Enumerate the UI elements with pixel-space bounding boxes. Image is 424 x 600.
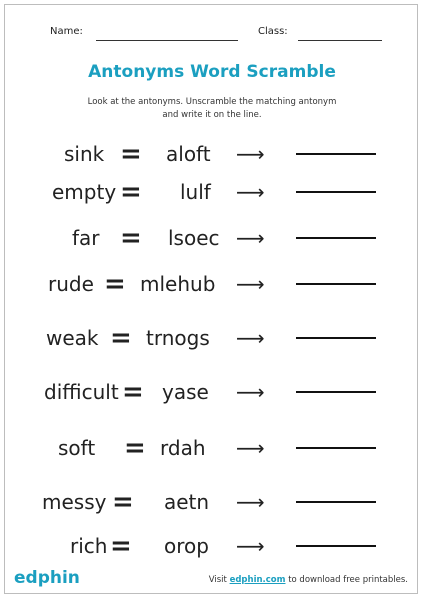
class-label: Class: xyxy=(258,26,288,37)
instructions xyxy=(40,96,384,122)
scrambled-word: mlehub xyxy=(140,272,216,296)
antonym-word: empty xyxy=(52,180,117,204)
exercise-row xyxy=(0,377,424,410)
antonym-word: rich xyxy=(70,534,108,558)
exercise-row xyxy=(0,139,424,172)
scrambled-word: trnogs xyxy=(146,326,210,350)
equals-sign: = xyxy=(104,269,126,299)
class-input-line[interactable] xyxy=(298,40,382,41)
answer-line[interactable] xyxy=(296,153,376,155)
scrambled-word: aloft xyxy=(166,142,211,166)
footer-link[interactable]: edphin.com xyxy=(229,575,286,585)
antonym-word: sink xyxy=(64,142,105,166)
arrow-icon: ⟶ xyxy=(236,326,265,350)
arrow-icon: ⟶ xyxy=(236,490,265,514)
answer-line[interactable] xyxy=(296,391,376,393)
name-input-line[interactable] xyxy=(96,40,238,41)
antonym-word: weak xyxy=(46,326,99,350)
answer-line[interactable] xyxy=(296,237,376,239)
scrambled-word: lulf xyxy=(180,180,211,204)
equals-sign: = xyxy=(110,531,132,561)
exercise-row xyxy=(0,323,424,356)
scrambled-word: aetn xyxy=(164,490,210,514)
equals-sign: = xyxy=(120,177,142,207)
exercise-row xyxy=(0,269,424,302)
page-title: Antonyms Word Scramble xyxy=(88,62,336,82)
arrow-icon: ⟶ xyxy=(236,380,265,404)
footer-text xyxy=(209,575,408,585)
answer-line[interactable] xyxy=(296,545,376,547)
equals-sign: = xyxy=(112,487,134,517)
scrambled-word: lsoec xyxy=(168,226,220,250)
answer-line[interactable] xyxy=(296,283,376,285)
exercise-row xyxy=(0,223,424,256)
scrambled-word: rdah xyxy=(160,436,206,460)
arrow-icon: ⟶ xyxy=(236,142,265,166)
exercise-row xyxy=(0,531,424,564)
answer-line[interactable] xyxy=(296,191,376,193)
arrow-icon: ⟶ xyxy=(236,272,265,296)
scrambled-word: orop xyxy=(164,534,209,558)
equals-sign: = xyxy=(120,139,142,169)
instructions-line-1: Look at the antonyms. Unscramble the matching antonym xyxy=(87,97,337,107)
edphin-logo: edphin xyxy=(14,568,80,588)
instructions-line-2: and write it on the line. xyxy=(162,110,262,120)
equals-sign: = xyxy=(124,433,146,463)
answer-line[interactable] xyxy=(296,447,376,449)
arrow-icon: ⟶ xyxy=(236,436,265,460)
footer-text-pre: Visit xyxy=(208,575,230,585)
equals-sign: = xyxy=(110,323,132,353)
antonym-word: soft xyxy=(58,436,96,460)
antonym-word: rude xyxy=(48,272,94,296)
equals-sign: = xyxy=(122,377,144,407)
scrambled-word: yase xyxy=(162,380,209,404)
exercise-row xyxy=(0,433,424,466)
arrow-icon: ⟶ xyxy=(236,180,265,204)
name-label: Name: xyxy=(50,26,83,37)
answer-line[interactable] xyxy=(296,337,376,339)
footer-text-post: to download free printables. xyxy=(285,575,408,585)
arrow-icon: ⟶ xyxy=(236,226,265,250)
answer-line[interactable] xyxy=(296,501,376,503)
antonym-word: messy xyxy=(42,490,107,514)
antonym-word: far xyxy=(72,226,100,250)
exercise-row xyxy=(0,487,424,520)
exercise-row xyxy=(0,177,424,210)
arrow-icon: ⟶ xyxy=(236,534,265,558)
equals-sign: = xyxy=(120,223,142,253)
antonym-word: difficult xyxy=(44,380,119,404)
